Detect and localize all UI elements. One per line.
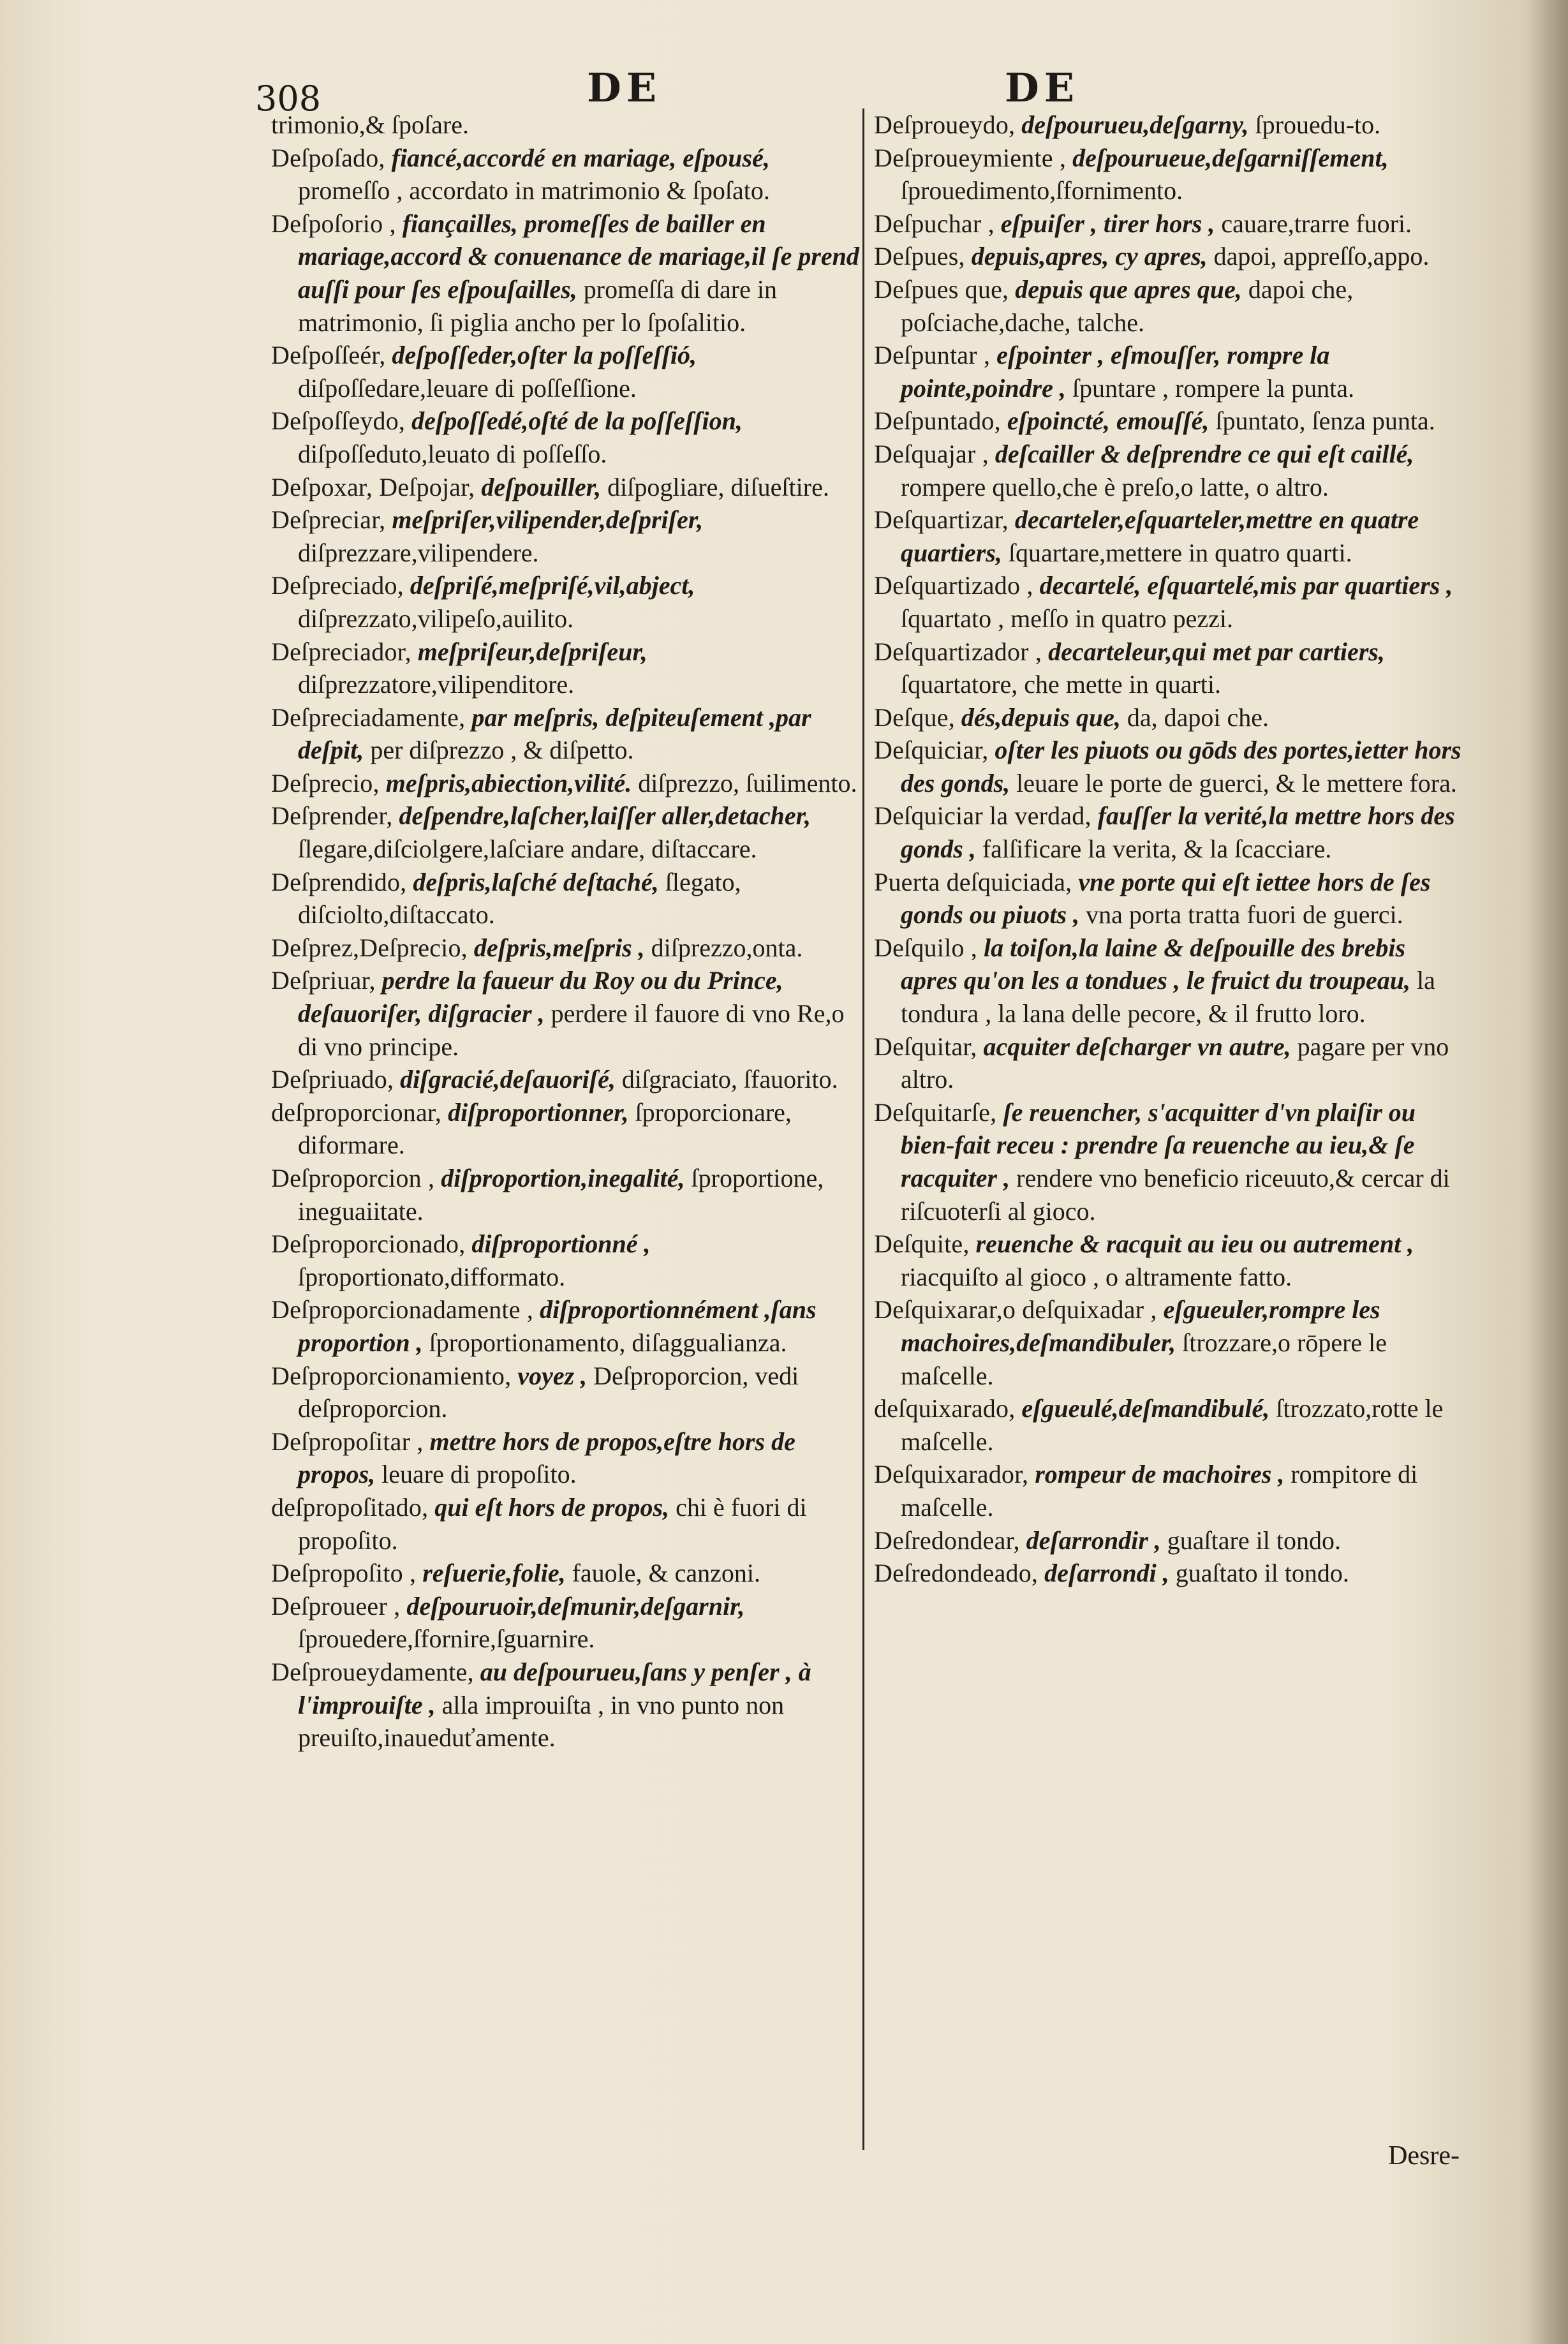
dictionary-entry — [271, 142, 864, 207]
headword: Deſpriuar, — [271, 966, 376, 995]
dictionary-entry — [271, 1557, 864, 1590]
dictionary-entry — [874, 1458, 1467, 1524]
italian-gloss: diſprezzare,vilipendere. — [298, 538, 539, 567]
page-number: 308 — [255, 78, 322, 119]
headword: Deſpues, — [874, 242, 965, 271]
headword: Deſproueer , — [271, 1591, 401, 1621]
french-gloss: deſpriſé,meſpriſé,vil,abject, — [410, 571, 695, 600]
italian-gloss: perdere il fauore di vno Re,o di vno principe. — [298, 999, 845, 1061]
italian-gloss: dapoi che, poſciache,dache, talche. — [901, 274, 1354, 337]
italian-gloss: ſproportionamento, diſaggualianza. — [429, 1328, 787, 1357]
french-gloss: eſgueulé,deſmandibulé, — [1021, 1394, 1270, 1423]
french-gloss: diſproportion,inegalité, — [441, 1164, 685, 1192]
dictionary-entry — [271, 767, 864, 800]
headword: Deſpreciadamente, — [271, 702, 466, 732]
headword: Deſquartizador , — [874, 637, 1042, 666]
french-gloss: eſpointer , eſmouſſer, rompre la pointe,poindre , — [901, 341, 1330, 403]
french-gloss: deſpoſſeder,oſter la poſſeſſió, — [392, 341, 697, 370]
french-gloss: rompeur de machoires , — [1035, 1460, 1285, 1489]
headword: Deſpriuado, — [271, 1065, 394, 1094]
italian-gloss: la tondura , la lana delle pecore, & il frutto loro. — [901, 966, 1435, 1028]
italian-gloss: ſpuntare , rompere la punta. — [1072, 373, 1354, 403]
catchword: Desre- — [1388, 2141, 1460, 2170]
headword: Deſproporcionadamente , — [271, 1295, 534, 1324]
headword: Deſpreciador, — [271, 637, 411, 666]
italian-gloss: rendere vno beneficio riceuuto,& cercar di riſcuoterſi al gioco. — [901, 1164, 1450, 1226]
french-gloss: voyez , — [517, 1361, 588, 1390]
french-gloss: deſpouruoir,deſmunir,deſgarnir, — [406, 1591, 745, 1621]
italian-gloss: ſprouedimento,ſfornimento. — [901, 176, 1183, 205]
headword: Deſprendido, — [271, 867, 407, 896]
french-gloss: meſpris,abiection,vilité. — [385, 768, 632, 797]
italian-gloss: diſpoſſedare,leuare di poſſeſſione. — [298, 373, 637, 403]
headword: Deſpuntar , — [874, 341, 991, 370]
dictionary-entry — [271, 1228, 864, 1293]
french-gloss: deſpendre,laſcher,laiſſer aller,detacher, — [399, 801, 811, 831]
headword: Deſprecio, — [271, 768, 380, 797]
french-gloss: decartelé, eſquartelé,mis par quartiers , — [1039, 571, 1453, 600]
french-gloss: reuenche & racquit au ieu ou autrement , — [975, 1229, 1414, 1259]
italian-gloss: diſprezzo, ſuilimento. — [638, 768, 857, 797]
italian-gloss: promeſſa di dare in matrimonio, ſi piglia ancho per lo ſpoſalitio. — [298, 274, 777, 337]
italian-gloss: ſprouedu-to. — [1255, 110, 1381, 139]
italian-gloss: per diſprezzo , & diſpetto. — [370, 736, 634, 765]
french-gloss: fiançailles, promeſſes de bailler en mariage,accord & conuenance de mariage,il ſe prend auſſi pour ſes eſpouſailles, — [298, 209, 859, 304]
italian-gloss: chi è fuori di propoſito. — [298, 1492, 807, 1555]
headword: Deſproueydamente, — [271, 1657, 474, 1686]
headword: Deſquartizar, — [874, 505, 1009, 535]
dictionary-entry — [271, 701, 864, 767]
dictionary-entry — [271, 1293, 864, 1359]
headword: Deſproporcionado, — [271, 1229, 466, 1259]
dictionary-entry — [874, 1228, 1467, 1293]
french-gloss: depuis que apres que, — [1015, 274, 1242, 304]
dictionary-entry — [874, 339, 1467, 404]
dictionary-entry — [874, 734, 1467, 799]
dictionary-entry — [271, 1491, 864, 1557]
dictionary-entry — [271, 569, 864, 635]
italian-gloss: leuare le porte de guerci, & le mettere fora. — [1016, 768, 1457, 797]
headword: Deſpreciado, — [271, 571, 404, 600]
headword: Deſpoſſeydo, — [271, 406, 406, 436]
dictionary-entry — [271, 1360, 864, 1425]
italian-gloss: diſprezzato,vilipeſo,auilito. — [298, 604, 574, 633]
headword: Deſpoſſeér, — [271, 341, 386, 370]
column-divider — [862, 108, 864, 2150]
headword: deſpropoſitado, — [271, 1492, 429, 1522]
italian-gloss: ſtrozzato,rotte le maſcelle. — [901, 1394, 1444, 1456]
french-gloss: decarteler,eſquarteler,mettre en quatre quartiers, — [901, 505, 1419, 567]
italian-gloss: guaſtato il tondo. — [1175, 1559, 1349, 1588]
french-gloss: meſpriſeur,deſpriſeur, — [417, 637, 647, 666]
dictionary-entry — [874, 569, 1467, 635]
french-gloss: deſpourueu,deſgarny, — [1021, 110, 1249, 139]
italian-gloss: ſquartato , meſſo in quatro pezzi. — [901, 604, 1233, 633]
french-gloss: dés,depuis que, — [961, 702, 1121, 732]
headword: Deſpropoſitar , — [271, 1427, 424, 1456]
italian-gloss: dapoi, appreſſo,appo. — [1213, 242, 1430, 271]
italian-gloss: fauole, & canzoni. — [572, 1559, 761, 1588]
headword: Puerta deſquiciada, — [874, 867, 1072, 896]
french-gloss: diſgracié,deſauoriſé, — [400, 1065, 616, 1094]
french-gloss: depuis,apres, cy apres, — [971, 242, 1208, 271]
dictionary-entry — [874, 866, 1467, 931]
french-gloss: diſproportionner, — [448, 1097, 629, 1127]
dictionary-entry — [271, 799, 864, 865]
headword: Deſredondeado, — [874, 1559, 1039, 1588]
italian-gloss: alla improuiſta , in vno punto non preuiſto,inaueduťamente. — [298, 1690, 785, 1753]
dictionary-entry — [874, 142, 1467, 207]
italian-gloss: promeſſo , accordato in matrimonio & ſpoſato. — [298, 176, 770, 205]
headword: Deſque, — [874, 702, 955, 732]
headword: Deſquiciar, — [874, 736, 989, 765]
dictionary-entry — [874, 1293, 1467, 1392]
dictionary-entry — [874, 503, 1467, 569]
dictionary-entry — [271, 1425, 864, 1491]
french-gloss: diſproportionnément ,ſans proportion , — [298, 1295, 817, 1357]
french-gloss: deſpris,meſpris , — [473, 933, 645, 962]
headword: Deſquitarſe, — [874, 1097, 997, 1127]
french-gloss: vne porte qui eſt iettee hors de ſes gonds ou piuots , — [901, 867, 1431, 930]
italian-gloss: riacquiſto al gioco , o altramente fatto. — [901, 1262, 1292, 1291]
italian-gloss: diſgraciato, ſfauorito. — [621, 1065, 838, 1094]
french-gloss: eſgueuler,rompre les machoires,deſmandibuler, — [901, 1295, 1380, 1357]
right-running-head: DE — [1005, 64, 1080, 111]
dictionary-entry — [271, 635, 864, 701]
headword: Deſpoſorio , — [271, 209, 396, 238]
dictionary-entry — [271, 964, 864, 1063]
headword: Deſquixarar,o deſquixadar , — [874, 1295, 1157, 1324]
dictionary-entry — [271, 108, 864, 142]
italian-gloss: diſprezzo,onta. — [651, 933, 803, 962]
dictionary-entry — [271, 1162, 864, 1228]
headword: Deſredondear, — [874, 1525, 1020, 1555]
headword: Deſpropoſito , — [271, 1559, 417, 1588]
headword: Deſquiciar la verdad, — [874, 801, 1091, 831]
italian-gloss: leuare di propoſito. — [381, 1460, 577, 1489]
headword: Deſpues que, — [874, 274, 1009, 304]
headword: Deſproueymiente , — [874, 143, 1067, 172]
headword: Deſquajar , — [874, 439, 989, 468]
dictionary-entry — [271, 931, 864, 965]
dictionary-entry — [874, 931, 1467, 1030]
headword: Deſproueydo, — [874, 110, 1016, 139]
dictionary-entry — [874, 108, 1467, 142]
italian-gloss: rompitore di maſcelle. — [901, 1460, 1418, 1522]
italian-gloss: diſpoſſeduto,leuato di poſſeſſo. — [298, 439, 607, 468]
headword: Deſproporcionamiento, — [271, 1361, 512, 1390]
italian-gloss: ſlegato, diſciolto,diſtaccato. — [298, 867, 741, 930]
italian-gloss: diſpogliare, diſueſtire. — [607, 472, 829, 501]
italian-gloss: ſproportione, ineguaiitate. — [298, 1164, 824, 1226]
italian-gloss: Deſproporcion, vedi deſproporcion. — [298, 1361, 799, 1423]
headword: deſproporcionar, — [271, 1097, 442, 1127]
dictionary-entry — [271, 503, 864, 569]
headword: Deſpuchar , — [874, 209, 995, 238]
french-gloss: acquiter deſcharger vn autre, — [983, 1032, 1291, 1061]
headword: Deſpuntado, — [874, 406, 1001, 436]
french-gloss: diſproportionné , — [471, 1229, 651, 1259]
dictionary-entry — [271, 207, 864, 339]
french-gloss: la toiſon,la laine & deſpouille des brebis apres qu'on les a tondues , le fruict du troupeau, — [901, 933, 1411, 995]
italian-gloss: ſprouedere,ſfornire,ſguarnire. — [298, 1624, 595, 1654]
italian-gloss: vna porta tratta fuori de guerci. — [1086, 900, 1403, 930]
french-gloss: deſarrondi , — [1044, 1559, 1169, 1588]
headword: deſquixarado, — [874, 1394, 1016, 1423]
headword: Deſprender, — [271, 801, 393, 831]
right-column — [874, 108, 1467, 1590]
dictionary-entry — [271, 866, 864, 931]
italian-gloss: diſprezzatore,vilipenditore. — [298, 670, 575, 699]
french-gloss: fauſſer la verité,la mettre hors des gonds , — [901, 801, 1455, 864]
french-gloss: ſe reuencher, s'acquitter d'vn plaiſir ou bien-fait receu : prendre ſa reuenche au ieu,& ſe racquiter , — [901, 1097, 1416, 1192]
italian-gloss: ſquartare,mettere in quatro quarti. — [1008, 538, 1352, 567]
italian-gloss: da, dapoi che. — [1127, 702, 1269, 732]
dictionary-entry — [271, 339, 864, 404]
headword: Deſproporcion , — [271, 1164, 435, 1192]
dictionary-entry — [874, 1096, 1467, 1228]
dictionary-entry — [874, 701, 1467, 734]
left-running-head: DE — [587, 64, 662, 111]
french-gloss: decarteleur,qui met par cartiers, — [1048, 637, 1385, 666]
french-gloss: qui eſt hors de propos, — [434, 1492, 670, 1522]
dictionary-entry — [874, 635, 1467, 701]
italian-gloss: trimonio,& ſpoſare. — [271, 110, 469, 139]
italian-gloss: rompere quello,che è preſo,o latte, o altro. — [901, 472, 1329, 501]
french-gloss: meſpriſer,vilipender,deſpriſer, — [392, 505, 704, 535]
dictionary-entry — [271, 1063, 864, 1096]
italian-gloss: pagare per vno altro. — [901, 1032, 1449, 1094]
dictionary-entry — [874, 1557, 1467, 1590]
headword: Deſquixarador, — [874, 1460, 1029, 1489]
french-gloss: par meſpris, deſpiteuſement ,par deſpit, — [298, 702, 811, 765]
french-gloss: deſpris,laſché deſtaché, — [413, 867, 659, 896]
italian-gloss: guaſtare il tondo. — [1167, 1525, 1341, 1555]
french-gloss: reſuerie,folie, — [422, 1559, 566, 1588]
dictionary-entry — [271, 1590, 864, 1656]
italian-gloss: ſlegare,diſciolgere,laſciare andare, diſtaccare. — [298, 834, 757, 864]
left-column — [271, 108, 864, 1754]
french-gloss: perdre la faueur du Roy ou du Prince, deſauoriſer, diſgracier , — [298, 966, 783, 1028]
headword: Deſquite, — [874, 1229, 970, 1259]
dictionary-entry — [874, 404, 1467, 438]
french-gloss: eſpoincté, emouſſé, — [1007, 406, 1209, 436]
french-gloss: eſpuiſer , tirer hors , — [1000, 209, 1215, 238]
dictionary-entry — [271, 1096, 864, 1162]
french-gloss: deſpourueue,deſgarniſſement, — [1072, 143, 1389, 172]
headword: Deſpoſado, — [271, 143, 385, 172]
french-gloss: deſarrondir , — [1026, 1525, 1161, 1555]
dictionary-entry — [271, 471, 864, 504]
dictionary-entry — [874, 273, 1467, 339]
french-gloss: deſpouiller, — [481, 472, 602, 501]
french-gloss: au deſpourueu,ſans y penſer , à l'improuiſte , — [298, 1657, 811, 1719]
dictionary-entry — [874, 799, 1467, 865]
italian-gloss: ſproportionato,difformato. — [298, 1262, 566, 1291]
french-gloss: deſpoſſedé,oſté de la poſſeſſion, — [411, 406, 743, 436]
headword: Deſquilo , — [874, 933, 977, 962]
dictionary-entry — [271, 404, 864, 470]
italian-gloss: cauare,trarre fuori. — [1221, 209, 1412, 238]
french-gloss: mettre hors de propos,eſtre hors de propos, — [298, 1427, 795, 1489]
italian-gloss: ſproporcionare, diformare. — [298, 1097, 792, 1160]
headword: Deſquartizado , — [874, 571, 1033, 600]
italian-gloss: ſtrozzare,o rōpere le maſcelle. — [901, 1328, 1387, 1390]
french-gloss: deſcailler & deſprendre ce qui eſt caillé, — [995, 439, 1414, 468]
french-gloss: oſter les piuots ou gōds des portes,ietter hors des gonds, — [901, 736, 1461, 797]
headword: Deſprez,Deſprecio, — [271, 933, 468, 962]
headword: Deſquitar, — [874, 1032, 977, 1061]
dictionary-entry — [874, 240, 1467, 273]
headword: Deſpoxar, Deſpojar, — [271, 472, 475, 501]
dictionary-entry — [874, 438, 1467, 503]
french-gloss: fiancé,accordé en mariage, eſpousé, — [391, 143, 770, 172]
dictionary-entry — [874, 1392, 1467, 1458]
italian-gloss: ſpuntato, ſenza punta. — [1215, 406, 1435, 436]
dictionary-entry — [271, 1656, 864, 1754]
dictionary-entry — [874, 1524, 1467, 1557]
dictionary-entry — [874, 1030, 1467, 1096]
italian-gloss: ſquartatore, che mette in quarti. — [901, 670, 1222, 699]
italian-gloss: falſificare la verita, & la ſcacciare. — [982, 834, 1332, 864]
dictionary-entry — [874, 207, 1467, 241]
headword: Deſpreciar, — [271, 505, 386, 535]
